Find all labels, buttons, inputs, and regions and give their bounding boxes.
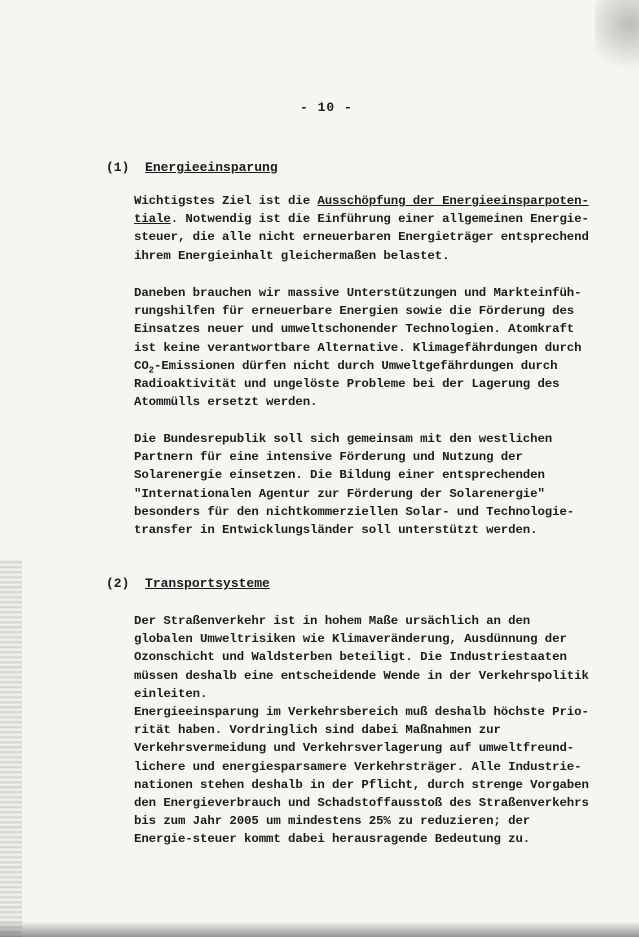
scan-artifact-left-edge (0, 560, 22, 937)
paragraph-1-1 (134, 192, 604, 265)
page-number: - 10 - (300, 100, 353, 115)
underlined-text: Ausschöpfung der Energieeinsparpoten- (317, 194, 589, 208)
text-run: steuer, die alle nicht erneuerbaren Energieträger entsprechend ihrem Energieinhalt gleichermaßen belastet. (134, 230, 589, 263)
section-heading-transportsysteme (106, 576, 270, 591)
scan-artifact-corner (595, 0, 639, 80)
section-heading-energieeinsparung (106, 160, 278, 175)
text-run: . Notwendig ist die Einführung einer allgemeinen Energie- (170, 212, 589, 227)
section-number: (1) (106, 160, 130, 175)
paragraph-1-2 (134, 284, 604, 411)
underlined-text: tiale (134, 212, 171, 227)
scan-artifact-bottom-edge (0, 921, 639, 937)
subscript: 2 (148, 365, 154, 376)
text-run: Daneben brauchen wir massive Unterstützungen und Markteinfüh- rungshilfen für erneuerbare Energien sowie die Förderung des Einsatzes neuer und umweltschonender Technologien. Atomkraft ist keine verantwortbare Alternative. Klimagefährdungen durch (134, 286, 582, 355)
chemical-formula: CO (134, 358, 149, 373)
section-number: (2) (106, 576, 130, 591)
paragraph-2-1: Der Straßenverkehr ist in hohem Maße ursächlich an den globalen Umweltrisiken wie Klimaveränderung, Ausdünnung der Ozonschicht und Waldsterben beteiligt. Die Industriestaaten müssen deshalb eine entscheidende Wende in der Verkehrspolitik einleiten. Energieeinsparung im Verkehrsbereich muß deshalb höchste Prio- rität haben. Vordringlich sind dabei Maßnahmen zur Verkehrsvermeidung und Verkehrsverlagerung auf umweltfreund- lichere und energiesparsamere Verkehrsträger. Alle Industrie- nationen stehen deshalb in der Pflicht, durch strenge Vorgaben den Energieverbrauch und Schadstoffausstoß des Straßenverkehrs bis zum Jahr 2005 um mindestens 25% zu reduzieren; der Energie-steuer kommt dabei herausragende Bedeutung zu. (134, 614, 589, 847)
text-run: Wichtigstes Ziel ist die (134, 194, 318, 208)
paragraph-1-3: Die Bundesrepublik soll sich gemeinsam mit den westlichen Partnern für eine intensive Förderung und Nutzung der Solarenergie einsetzen. Die Bildung einer entsprechenden "Internationalen Agentur zur Förderung der Solarenergie" besonders für den nichtkommerziellen Solar- und Technologie- transfer in Entwicklungsländer soll unterstützt werden. (134, 432, 575, 538)
text-run: -Emissionen dürfen nicht durch Umweltgefährdungen durch Radioaktivität und ungelöste Probleme bei der Lagerung des Atommülls ersetzt werden. (134, 358, 560, 410)
section-title: Transportsysteme (145, 576, 270, 591)
section-title: Energieeinsparung (145, 160, 278, 175)
